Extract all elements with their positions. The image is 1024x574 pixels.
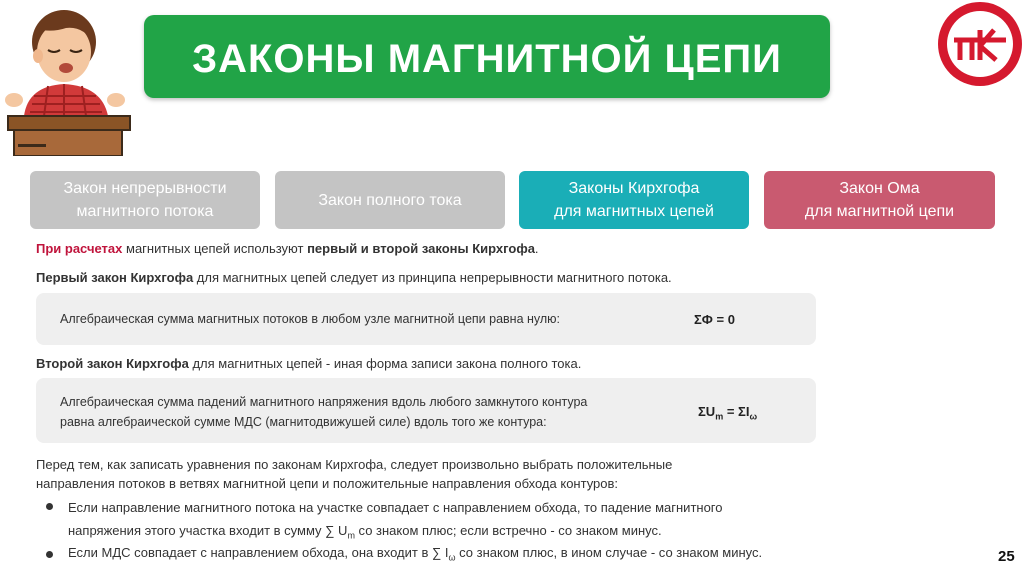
second-law-box — [36, 378, 816, 443]
bullet-dot — [46, 503, 53, 510]
bullet-item-flux-line2 — [68, 519, 723, 548]
first-law-paragraph — [36, 270, 672, 285]
direction-paragraph — [36, 455, 672, 493]
bullet2-sub: ω — [448, 552, 456, 563]
first-law-heading: Первый закон Кирхгофа — [36, 270, 194, 285]
tab-label-line1: Закон Ома — [839, 180, 920, 197]
second-law-text: для магнитных цепей - иная форма записи закона полного тока. — [188, 356, 582, 371]
intro-paragraph — [36, 241, 539, 256]
tab-label-line2: магнитного потока — [76, 203, 214, 220]
second-law-statement-line1: Алгебраическая сумма падений магнитного напряжения вдоль любого замкнутого контура — [60, 395, 588, 409]
tab-label-line1: Законы Кирхгофа — [568, 180, 700, 197]
tab-total-current-law[interactable] — [275, 171, 505, 229]
teacher-mascot-illustration — [4, 4, 134, 156]
bullet2-a: Если МДС совпадает с направлением обхода, она входит в ∑ I — [68, 545, 449, 560]
first-law-statement: Алгебраическая сумма магнитных потоков в любом узле магнитной цепи равна нулю: — [60, 312, 561, 326]
bullet-item-mmf — [68, 545, 762, 563]
intro-mid: магнитных цепей используют — [122, 241, 308, 256]
first-law-formula: ΣФ = 0 — [694, 312, 735, 327]
tab-continuity-law[interactable] — [30, 171, 260, 229]
tab-label-line2: для магнитных цепей — [554, 203, 714, 220]
tab-label-line2: для магнитной цепи — [804, 203, 955, 220]
formula-part-a: ΣU — [698, 404, 716, 419]
bullet-item-flux — [68, 496, 723, 548]
title-banner — [144, 15, 830, 98]
second-law-statement — [60, 392, 587, 432]
second-law-paragraph — [36, 356, 581, 371]
bullet1-line2a: напряжения этого участка входит в сумму ∑ U — [68, 523, 348, 538]
bullet1-sub: m — [347, 530, 355, 541]
brand-logo-icon — [936, 0, 1024, 88]
intro-end: . — [534, 241, 539, 256]
direction-paragraph-line2: направления потоков в ветвях магнитной цепи и положительные направления обхода контуров: — [36, 476, 619, 491]
first-law-text: для магнитных цепей следует из принципа непрерывности магнитного потока. — [193, 270, 672, 285]
formula-sub-b: ω — [749, 411, 758, 422]
page-number: 25 — [998, 548, 1015, 565]
formula-part-b: = ΣI — [723, 404, 750, 419]
intro-lead: При расчетах — [36, 241, 123, 256]
intro-bold: первый и второй законы Кирхгофа — [307, 241, 535, 256]
direction-paragraph-line1: Перед тем, как записать уравнения по законам Кирхгофа, следует произвольно выбрать положительные — [36, 457, 673, 472]
second-law-heading: Второй закон Кирхгофа — [36, 356, 189, 371]
bullet1-line2b: со знаком плюс; если встречно - со знаком минус. — [354, 523, 662, 538]
second-law-formula — [698, 404, 757, 422]
tab-ohm-law[interactable] — [764, 171, 995, 229]
bullet-dot — [46, 551, 53, 558]
bullet2-b: со знаком плюс, в ином случае - со знаком минус. — [455, 545, 763, 560]
bullet-item-flux-line1: Если направление магнитного потока на участке совпадает с направлением обхода, то падение магнитного — [68, 500, 723, 515]
page-title: ЗАКОНЫ МАГНИТНОЙ ЦЕПИ — [192, 37, 782, 81]
second-law-statement-line2: равна алгебраической сумме МДС (магнитодвижушей силе) вдоль того же контура: — [60, 415, 547, 429]
first-law-box — [36, 293, 816, 345]
tab-label-line1: Закон полного тока — [318, 191, 462, 209]
formula-sub-a: m — [715, 411, 724, 422]
tab-label-line1: Закон непрерывности — [63, 180, 227, 197]
tab-kirchhoff-laws[interactable] — [519, 171, 749, 229]
